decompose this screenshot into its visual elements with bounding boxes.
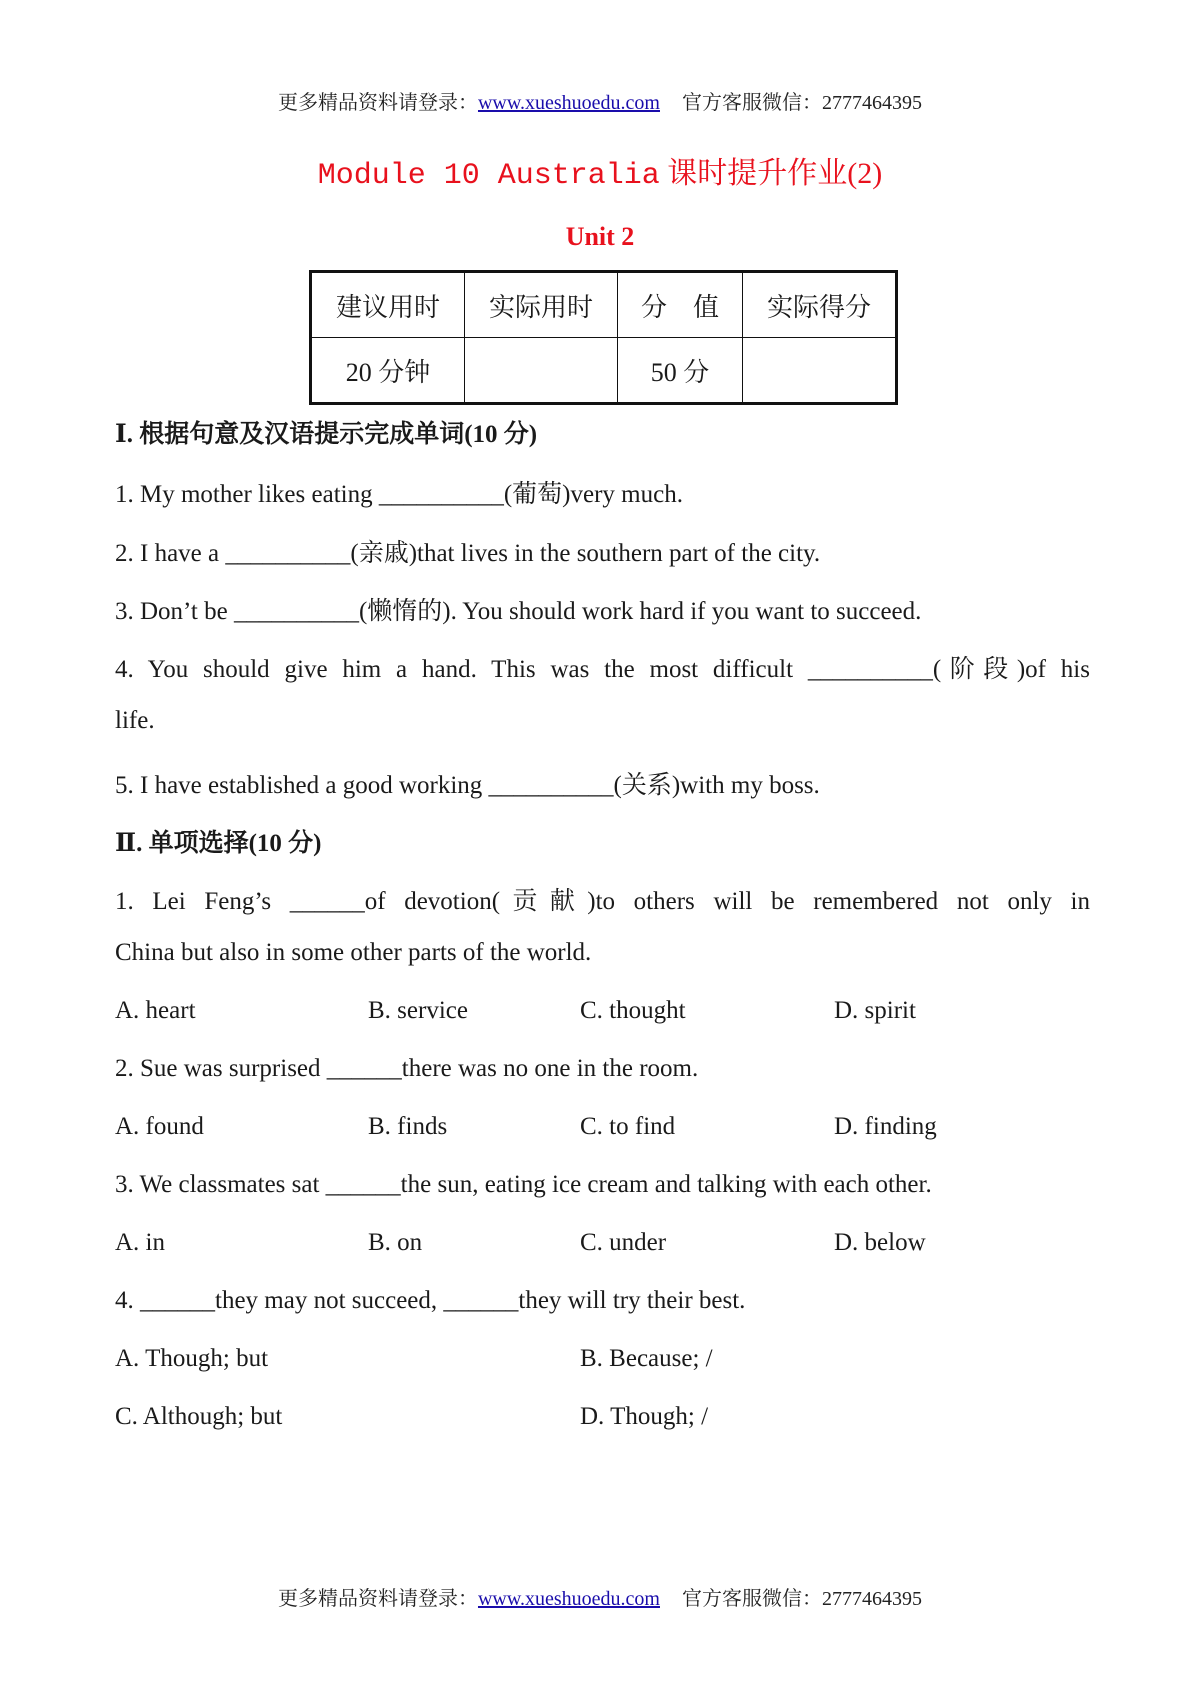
question-text: 2. I have a __________(亲戚)that lives in the southern part of the city. [115, 540, 821, 567]
banner-prefix: 更多精品资料请登录： [277, 92, 478, 114]
question-text: 3. We classmates sat ______the sun, eating ice cream and talking with each other. [115, 1171, 932, 1198]
score-table-header-row [311, 272, 897, 338]
score-header-cell: 实际得分 [743, 272, 897, 338]
score-value-cell: 50 分 [618, 338, 743, 404]
banner-url-link[interactable]: www.xueshuoedu.com [477, 92, 660, 114]
score-value-cell: 20 分钟 [311, 338, 465, 404]
option-a: A. heart [115, 997, 196, 1024]
score-header-cell: 建议用时 [311, 272, 465, 338]
question-text: 1. Lei Feng’s ______of devotion(贡献)to others will be remembered not only in [115, 888, 1090, 915]
question-text: 1. My mother likes eating __________(葡萄)very much. [115, 481, 683, 508]
page-title-cn: 课时提升作业(2) [667, 157, 883, 190]
page-subtitle: Unit 2 [565, 222, 635, 251]
option-c: C. under [580, 1229, 667, 1256]
option-c: C. thought [580, 997, 686, 1024]
banner-wechat: 官方客服微信：2777464395 [682, 92, 922, 114]
footer-banner [0, 1582, 1200, 1611]
option-b: B. service [368, 997, 468, 1024]
option-a: A. found [115, 1113, 204, 1140]
option-d: D. below [834, 1229, 926, 1256]
option-d: D. spirit [834, 997, 916, 1024]
option-b: B. finds [368, 1113, 448, 1140]
section-2-heading: Ⅱ. 单项选择(10 分) [115, 830, 322, 857]
question-text: 4. You should give him a hand. This was the most difficult __________(阶段)of his [115, 656, 1090, 683]
section-1-heading: Ⅰ. 根据句意及汉语提示完成单词(10 分) [115, 421, 538, 448]
header-banner [0, 86, 1200, 115]
score-value-cell [465, 338, 618, 404]
banner-wechat: 官方客服微信：2777464395 [682, 1588, 922, 1610]
score-header-cell: 分 值 [618, 272, 743, 338]
banner-prefix: 更多精品资料请登录： [277, 1588, 478, 1610]
score-value-cell [743, 338, 897, 404]
score-table [309, 270, 898, 405]
question-text: 3. Don’t be __________(懒惰的). You should work hard if you want to succeed. [115, 598, 922, 625]
option-d: D. Though; / [580, 1403, 709, 1430]
option-c: C. Although; but [115, 1403, 283, 1430]
option-b: B. Because; / [580, 1345, 713, 1372]
page-title [0, 148, 1200, 193]
score-table-value-row [311, 338, 897, 404]
option-c: C. to find [580, 1113, 676, 1140]
score-header-cell: 实际用时 [465, 272, 618, 338]
page-title-latin: Module 10 Australia [317, 159, 660, 193]
question-text: 2. Sue was surprised ______there was no one in the room. [115, 1055, 699, 1082]
option-a: A. Though; but [115, 1345, 269, 1372]
option-d: D. finding [834, 1113, 937, 1140]
question-text-continued: China but also in some other parts of the world. [115, 939, 592, 966]
option-b: B. on [368, 1229, 423, 1256]
question-text-continued: life. [115, 707, 155, 734]
question-text: 4. ______they may not succeed, ______they will try their best. [115, 1287, 746, 1314]
option-a: A. in [115, 1229, 165, 1256]
question-text: 5. I have established a good working __________(关系)with my boss. [115, 772, 820, 799]
banner-url-link[interactable]: www.xueshuoedu.com [477, 1588, 660, 1610]
